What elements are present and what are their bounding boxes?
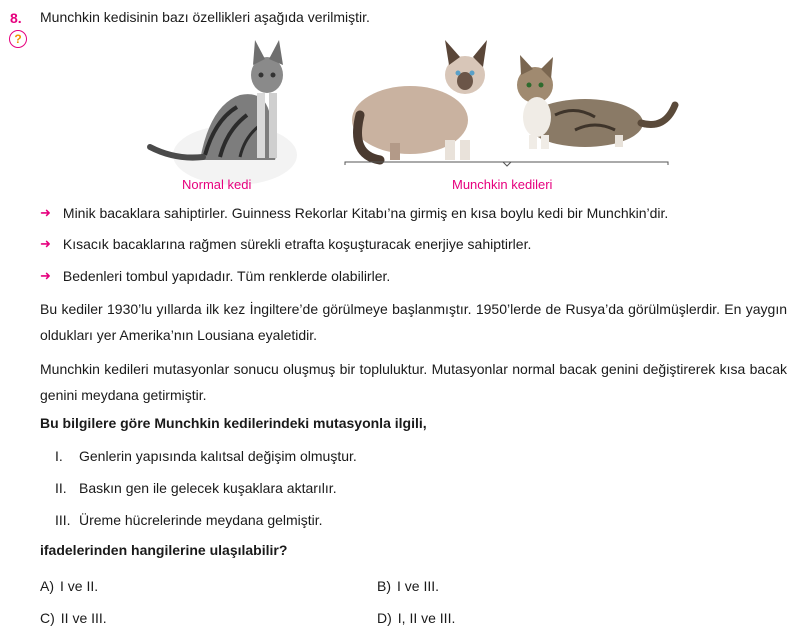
question-prompt: Bu bilgilere göre Munchkin kedilerindeki mutasyonla ilgili, <box>40 415 427 431</box>
statement-item: I. Genlerin yapısında kalıtsal değişim olmuştur. <box>55 448 357 464</box>
arrow-right-icon: ➜ <box>40 268 51 283</box>
help-icon[interactable]: ? <box>9 30 27 48</box>
cats-figure <box>145 35 685 195</box>
question-intro: Munchkin kedisinin bazı özellikleri aşağıda verilmiştir. <box>40 9 370 25</box>
choice-d[interactable]: D) I, II ve III. <box>377 610 456 626</box>
munchkin-cat-tabby-image <box>517 55 675 149</box>
caption-normal-cat: Normal kedi <box>182 177 252 192</box>
munchkin-bracket <box>345 162 668 165</box>
bullet-item: ➜ Bedenleri tombul yapıdadır. Tüm renklerde olabilirler. <box>40 268 391 284</box>
paragraph-history: Bu kediler 1930’lu yıllarda ilk kez İngiltere’de görülmeye başlanmıştır. 1950’lerde de Rusya’da görülmüşlerdir. En yaygın oldukları yer Amerika’nın Lousiana eyaletidir. <box>40 301 787 343</box>
question-number: 8. <box>10 10 22 26</box>
statement-item: III. Üreme hücrelerinde meydana gelmiştir. <box>55 512 323 528</box>
question-closing: ifadelerinden hangilerine ulaşılabilir? <box>40 542 288 558</box>
choice-c[interactable]: C) II ve III. <box>40 610 107 626</box>
choice-b[interactable]: B) I ve III. <box>377 578 440 594</box>
munchkin-cat-siamese-image <box>352 40 487 160</box>
bullet-item: ➜ Kısacık bacaklarına rağmen sürekli etrafta koşuşturacak enerjiye sahiptirler. <box>40 236 532 252</box>
normal-cat-image <box>150 40 297 185</box>
arrow-right-icon: ➜ <box>40 205 51 220</box>
statement-item: II. Baskın gen ile gelecek kuşaklara aktarılır. <box>55 480 337 496</box>
choice-a[interactable]: A) I ve II. <box>40 578 99 594</box>
caption-munchkin-cats: Munchkin kedileri <box>452 177 553 192</box>
paragraph-mutation: Munchkin kedileri mutasyonlar sonucu oluşmuş bir topluluktur. Mutasyonlar normal bacak genini değiştirerek kısa bacak genini meydana getirmiştir. <box>40 361 787 403</box>
bullet-item: ➜ Minik bacaklara sahiptirler. Guinness Rekorlar Kitabı’na girmiş en kısa boylu kedi bir Munchkin’dir. <box>40 205 669 221</box>
arrow-right-icon: ➜ <box>40 236 51 251</box>
